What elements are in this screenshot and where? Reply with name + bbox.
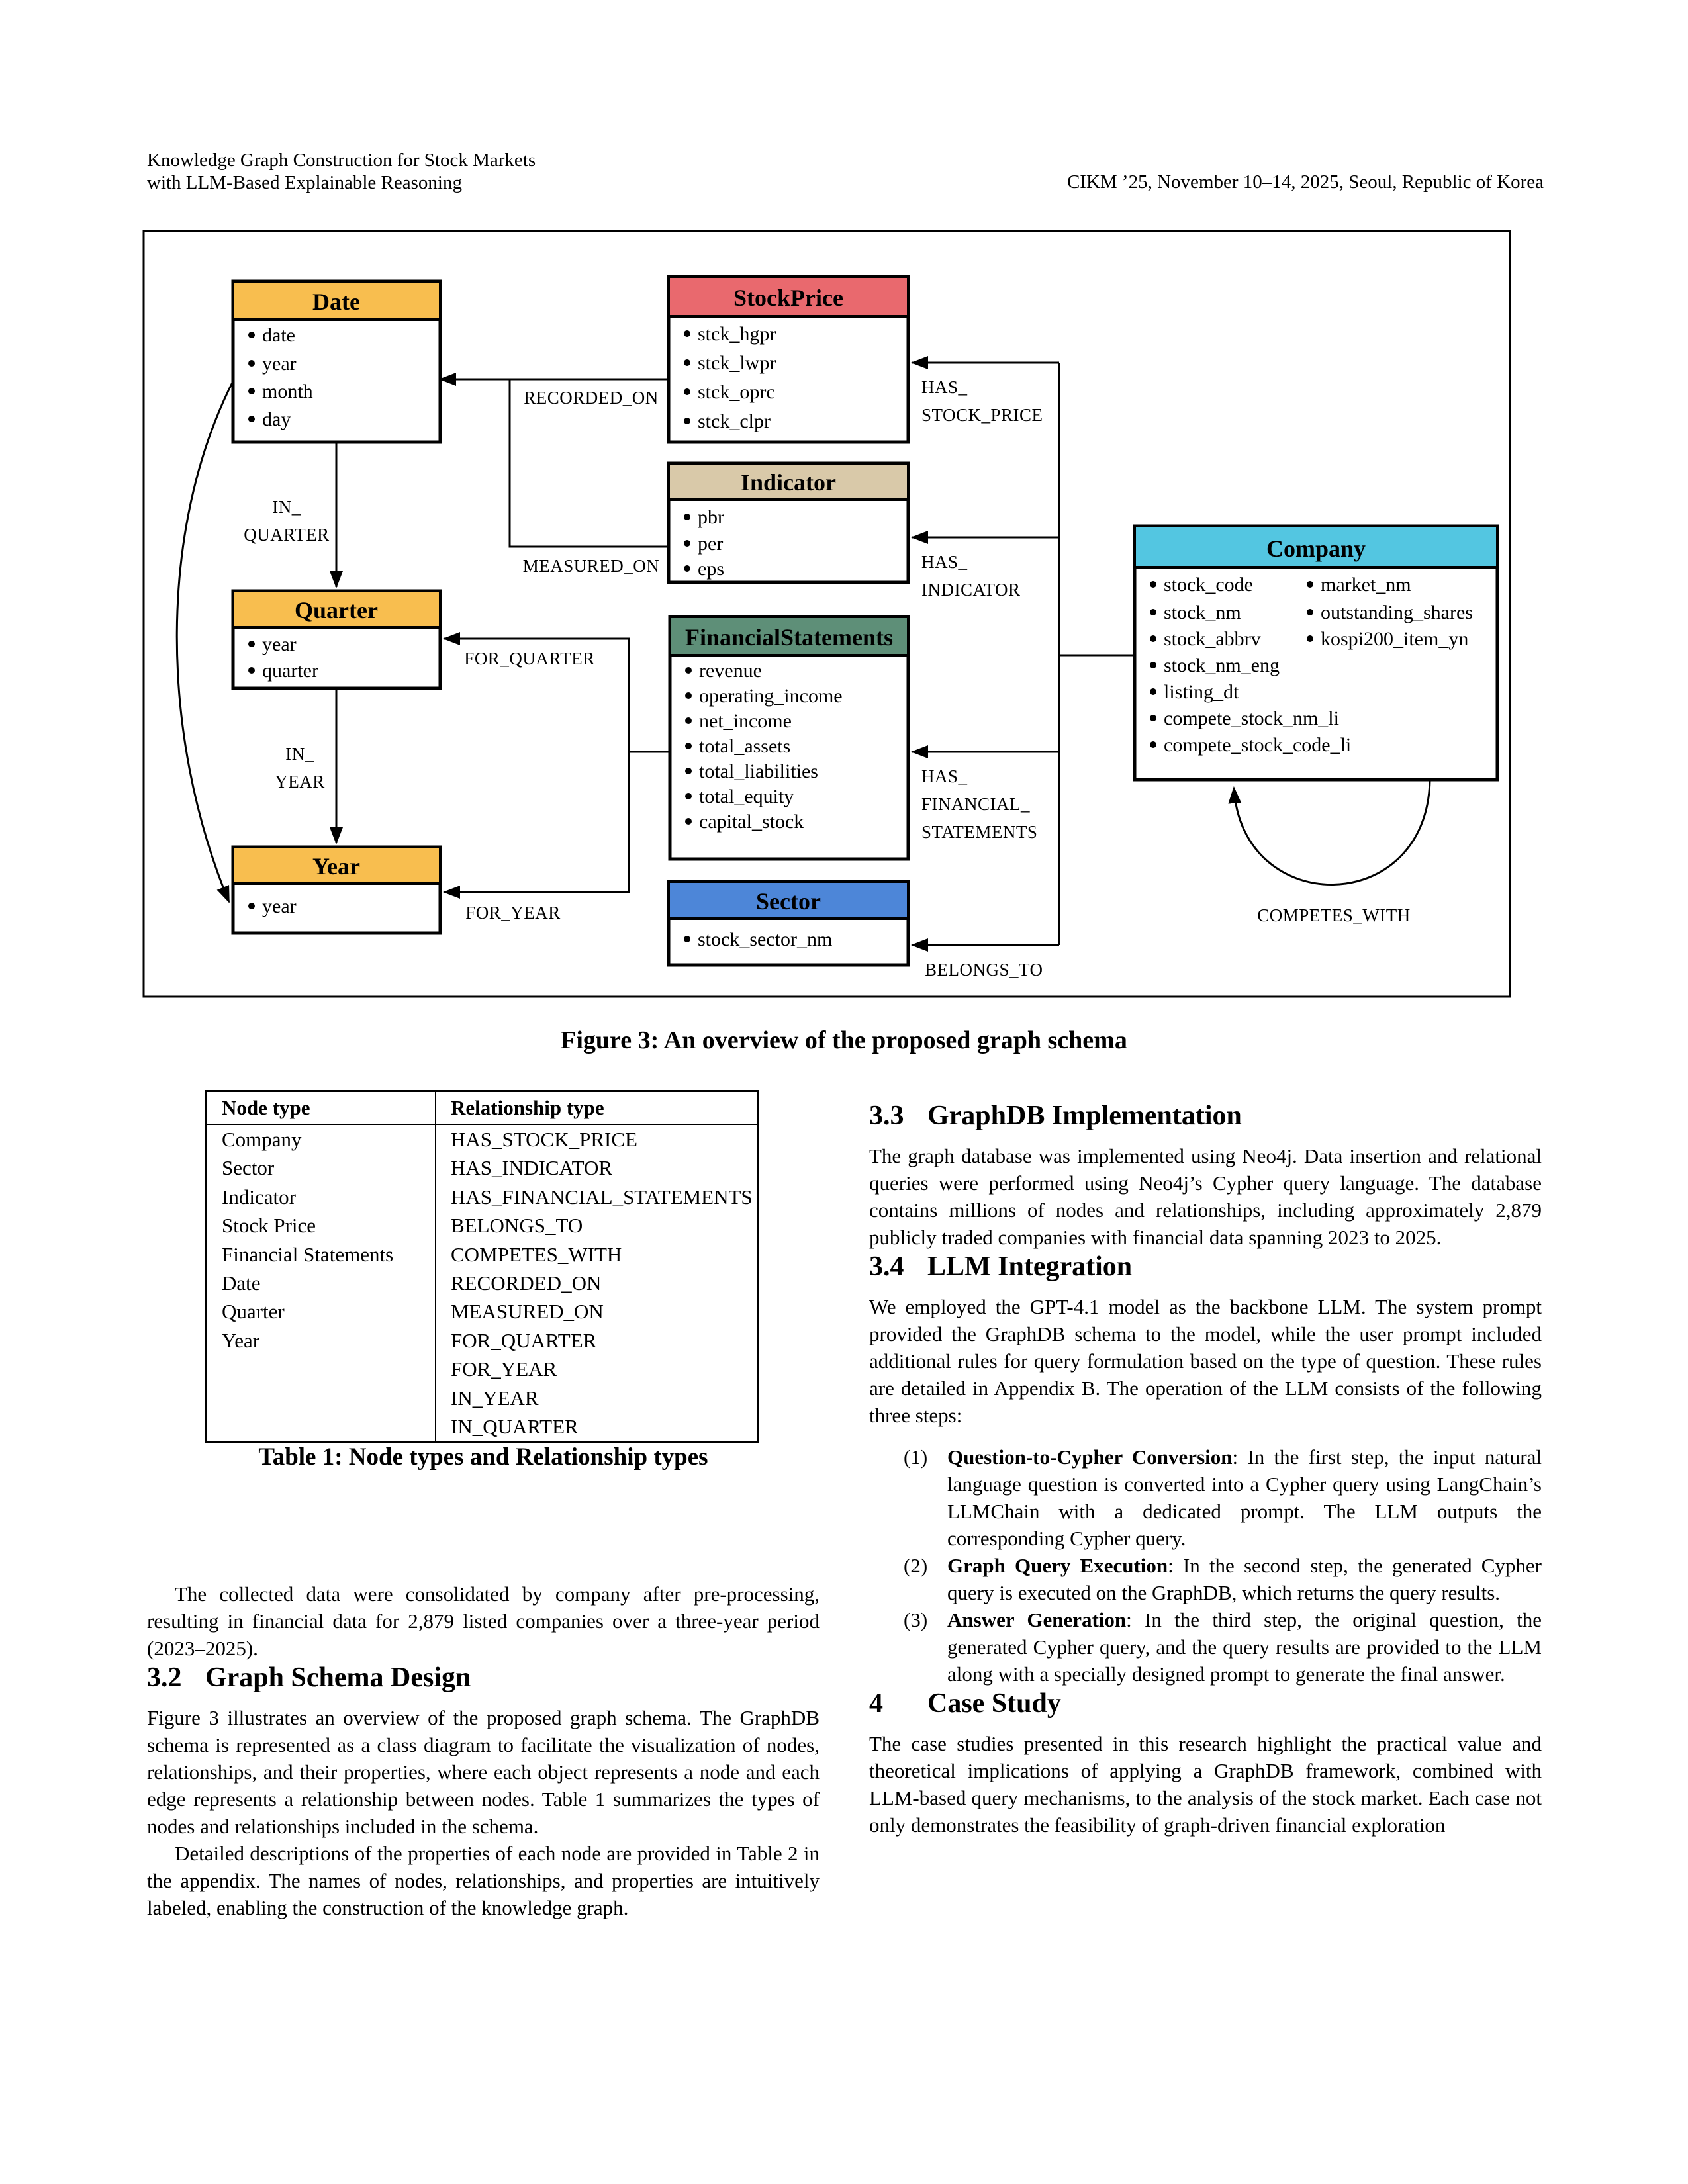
llm-steps-list <box>869 1443 1542 1688</box>
edge-label-belongs-to: BELONGS_TO <box>925 960 1043 979</box>
node-type-cell: Indicator <box>222 1185 296 1208</box>
table-row <box>207 1183 758 1211</box>
paragraph-collected-data: The collected data were consolidated by company after pre-processing, resulting in financial data for 2,879 listed companies over a three-year period (2023–2025). <box>147 1582 820 1660</box>
edge-label-has-stock-price-1: HAS_ <box>921 377 968 397</box>
edge-label-has-indicator-1: HAS_ <box>921 552 968 572</box>
table-row <box>207 1384 758 1412</box>
relationship-type-cell: FOR_YEAR <box>436 1355 758 1383</box>
table-row <box>207 1124 758 1154</box>
list-item-lead: Answer Generation <box>947 1608 1127 1631</box>
relationship-type-cell: HAS_INDICATOR <box>436 1154 758 1182</box>
left-column <box>147 1580 820 1921</box>
node-property: listing_dt <box>1164 681 1239 703</box>
node-property: stock_code <box>1164 574 1253 596</box>
node-property: stck_hgpr <box>698 323 776 345</box>
node-property: per <box>698 533 724 555</box>
relationship-type-cell: BELONGS_TO <box>436 1211 758 1240</box>
node-property: total_assets <box>699 735 791 757</box>
node-type-cell: Sector <box>222 1156 275 1180</box>
node-type-cell: Year <box>222 1328 260 1352</box>
bullet <box>248 388 255 394</box>
bullet <box>1150 609 1156 615</box>
bullet <box>248 416 255 422</box>
bullet <box>685 692 692 699</box>
edge-label-recorded-on: RECORDED_ON <box>524 388 659 408</box>
node-type-cell: Date <box>222 1271 261 1295</box>
edge-label-measured-on: MEASURED_ON <box>522 556 660 576</box>
bullet <box>684 359 690 366</box>
right-column <box>869 1100 1542 1839</box>
node-type-cell: Quarter <box>222 1300 285 1324</box>
section-title: GraphDB Implementation <box>927 1101 1242 1131</box>
section-number: 3.3 <box>869 1101 904 1131</box>
list-item-lead: Question-to-Cypher Conversion <box>947 1445 1233 1469</box>
table-row <box>207 1211 758 1240</box>
node-property: quarter <box>262 660 318 682</box>
edge-label-has-fs-2: FINANCIAL_ <box>921 794 1030 814</box>
node-quarter-title: Quarter <box>295 597 378 623</box>
bullet <box>1307 609 1313 615</box>
bullet <box>684 936 690 942</box>
node-date-title: Date <box>312 289 360 315</box>
node-type-cell <box>207 1384 436 1412</box>
bullet <box>685 793 692 799</box>
edge-label-competes-with: COMPETES_WITH <box>1257 905 1411 925</box>
list-item-number: (3) <box>904 1608 928 1631</box>
list-item <box>869 1552 1542 1606</box>
node-property: stck_oprc <box>698 381 775 403</box>
node-property: compete_stock_code_li <box>1164 734 1352 756</box>
running-header-right: CIKM ’25, November 10–14, 2025, Seoul, Republic of Korea <box>1066 171 1544 193</box>
bullet <box>1150 635 1156 642</box>
bullet <box>684 514 690 520</box>
node-company-title: Company <box>1266 535 1366 562</box>
relationship-type-cell: FOR_QUARTER <box>436 1326 758 1355</box>
section-title: Graph Schema Design <box>205 1662 471 1693</box>
bullet <box>684 388 690 395</box>
node-property: stock_nm <box>1164 602 1241 623</box>
edge-label-for-quarter: FOR_QUARTER <box>464 649 595 668</box>
node-indicator-title: Indicator <box>741 469 836 496</box>
node-property: market_nm <box>1321 574 1411 596</box>
bullet <box>248 360 255 367</box>
node-indicator <box>669 463 908 582</box>
node-property: pbr <box>698 506 724 528</box>
table-row <box>207 1412 758 1442</box>
node-property: total_liabilities <box>699 760 818 782</box>
edge-label-has-fs-1: HAS_ <box>921 766 968 786</box>
table-row <box>207 1297 758 1326</box>
list-item-text: : In the first step, the input natural language question is converted into a Cypher query using LangChain’s LLMChain with a dedicated prompt. The LLM outputs the corresponding Cypher query. <box>947 1445 1542 1550</box>
node-type-cell: Company <box>222 1128 302 1151</box>
paragraph-figure3: Figure 3 illustrates an overview of the proposed graph schema. The GraphDB schema is represented as a class diagram to facilitate the visualization of nodes, relationships, and their properties, where each object represents a node and each edge represents a relationship between nodes. Table 1 summarizes the types of nodes and relationships included in the schema. <box>147 1706 820 1838</box>
paragraph-detailed: Detailed descriptions of the properties of each node are provided in Table 2 in the appendix. The names of nodes, relationships, and properties are intuitively labeled, enabling the construction of the knowledge graph. <box>147 1842 820 1919</box>
section-number: 3.4 <box>869 1251 904 1282</box>
node-sector-title: Sector <box>756 888 821 915</box>
schema-svg <box>142 230 1511 998</box>
node-property: day <box>262 408 291 430</box>
edge-label-in-quarter-2: QUARTER <box>244 525 330 545</box>
edge-label-for-year: FOR_YEAR <box>465 903 561 923</box>
node-financial-statements <box>670 617 908 859</box>
table-header-relationship-type: Relationship type <box>436 1091 758 1125</box>
section-title: LLM Integration <box>927 1251 1133 1282</box>
table-row <box>207 1269 758 1297</box>
node-property: compete_stock_nm_li <box>1164 707 1339 729</box>
bullet <box>1150 715 1156 721</box>
bullet <box>248 667 255 674</box>
node-year-title: Year <box>312 853 360 880</box>
section-title: Case Study <box>927 1688 1061 1719</box>
section-number: 3.2 <box>147 1662 182 1693</box>
section-number: 4 <box>869 1688 883 1719</box>
table-header-row <box>207 1091 758 1125</box>
paragraph-4: The case studies presented in this research highlight the practical value and theoretical implications of applying a GraphDB framework, combined with LLM-based query mechanisms, to the analysis of the stock market. Each case not only demonstrates the feasibility of graph-driven financial exploration <box>869 1732 1542 1837</box>
bullet <box>1307 635 1313 642</box>
node-property: stock_sector_nm <box>698 929 833 950</box>
bullet <box>684 565 690 572</box>
node-type-cell: Financial Statements <box>222 1242 394 1266</box>
bullet <box>1150 688 1156 695</box>
table1-caption: Table 1: Node types and Relationship types <box>258 1443 708 1471</box>
list-item-number: (1) <box>904 1445 928 1469</box>
relationship-type-cell: MEASURED_ON <box>436 1297 758 1326</box>
node-property: net_income <box>699 710 792 732</box>
relationship-type-cell: IN_QUARTER <box>436 1412 758 1442</box>
edge-label-has-stock-price-2: STOCK_PRICE <box>921 405 1043 425</box>
list-item-number: (2) <box>904 1554 928 1577</box>
list-item-text: : In the second step, the generated Cypher query is executed on the GraphDB, which returns the query results. <box>947 1554 1542 1604</box>
bullet <box>248 332 255 338</box>
node-company <box>1135 526 1497 780</box>
bullet <box>685 667 692 674</box>
node-property: stck_clpr <box>698 410 771 432</box>
bullet <box>248 903 255 909</box>
node-type-cell <box>207 1355 436 1383</box>
node-stock-price-title: StockPrice <box>733 285 843 311</box>
node-property: capital_stock <box>699 811 804 833</box>
node-property: date <box>262 324 295 346</box>
paragraph-3-4: We employed the GPT-4.1 model as the backbone LLM. The system prompt provided the GraphDB schema to the model, while the user prompt included additional rules for query formulation based on the type of question. These rules are detailed in Appendix B. The operation of the LLM consists of the following three steps: <box>869 1295 1542 1427</box>
table-header-node-type: Node type <box>222 1096 310 1119</box>
figure3-caption: Figure 3: An overview of the proposed graph schema <box>561 1026 1127 1054</box>
node-property: total_equity <box>699 786 794 807</box>
edge-label-has-fs-3: STATEMENTS <box>921 822 1038 842</box>
table1 <box>205 1090 759 1443</box>
bullet <box>685 768 692 774</box>
node-property: outstanding_shares <box>1321 602 1473 623</box>
list-item <box>869 1606 1542 1688</box>
node-quarter <box>233 591 440 688</box>
section-3-3-heading <box>869 1100 1542 1132</box>
bullet <box>684 330 690 337</box>
bullet <box>685 743 692 749</box>
bullet <box>684 540 690 547</box>
node-property: stck_lwpr <box>698 352 776 374</box>
figure3-schema-diagram <box>142 230 1511 998</box>
section-3-4-heading <box>869 1251 1542 1283</box>
node-type-cell: Stock Price <box>222 1214 316 1238</box>
node-property: month <box>262 381 313 402</box>
bullet <box>1150 581 1156 588</box>
node-property: year <box>262 353 297 375</box>
node-property: year <box>262 895 297 917</box>
relationship-type-cell: COMPETES_WITH <box>436 1240 758 1269</box>
node-property: year <box>262 633 297 655</box>
section-4-heading <box>869 1688 1542 1719</box>
bullet <box>1150 662 1156 668</box>
bullet <box>685 717 692 724</box>
node-property: stock_abbrv <box>1164 628 1261 650</box>
list-item-lead: Graph Query Execution <box>947 1554 1168 1577</box>
table-row <box>207 1240 758 1269</box>
edge-label-in-quarter-1: IN_ <box>272 497 301 517</box>
relationship-type-cell: RECORDED_ON <box>436 1269 758 1297</box>
node-property: kospi200_item_yn <box>1321 628 1469 650</box>
edge-label-in-year-1: IN_ <box>285 744 314 764</box>
paper-title-line1: Knowledge Graph Construction for Stock Markets <box>147 150 536 171</box>
bullet <box>1150 741 1156 748</box>
bullet <box>685 818 692 825</box>
node-property: stock_nm_eng <box>1164 655 1280 676</box>
relationship-type-cell: HAS_FINANCIAL_STATEMENTS <box>436 1183 758 1211</box>
list-item <box>869 1443 1542 1552</box>
node-type-cell <box>207 1412 436 1442</box>
bullet <box>1307 581 1313 588</box>
node-date <box>233 281 440 442</box>
table-row <box>207 1326 758 1355</box>
relationship-type-cell: HAS_STOCK_PRICE <box>436 1124 758 1154</box>
paragraph-3-3: The graph database was implemented using Neo4j. Data insertion and relational queries were performed using Neo4j’s Cypher query language. The database contains millions of nodes and relationships, including approximately 2,879 publicly traded companies with financial data spanning 2023 to 2025. <box>869 1144 1542 1249</box>
bullet <box>248 641 255 647</box>
edge-label-has-indicator-2: INDICATOR <box>921 580 1021 600</box>
running-header-left <box>147 149 536 194</box>
relationship-type-cell: IN_YEAR <box>436 1384 758 1412</box>
node-property: operating_income <box>699 685 843 707</box>
list-item-text: : In the third step, the original question, the generated Cypher query, and the query results are provided to the LLM along with a specially designed prompt to generate the final answer. <box>947 1608 1542 1686</box>
paper-title-line2: with LLM-Based Explainable Reasoning <box>147 172 462 193</box>
table-row <box>207 1355 758 1383</box>
node-financial-statements-title: FinancialStatements <box>685 624 893 651</box>
bullet <box>684 418 690 424</box>
node-year <box>233 847 440 933</box>
node-stock-price <box>669 277 908 442</box>
node-sector <box>669 882 908 965</box>
node-property: revenue <box>699 660 762 682</box>
table-row <box>207 1154 758 1182</box>
section-3-2-heading <box>147 1662 820 1694</box>
edge-label-in-year-2: YEAR <box>275 772 325 792</box>
node-property: eps <box>698 558 724 580</box>
